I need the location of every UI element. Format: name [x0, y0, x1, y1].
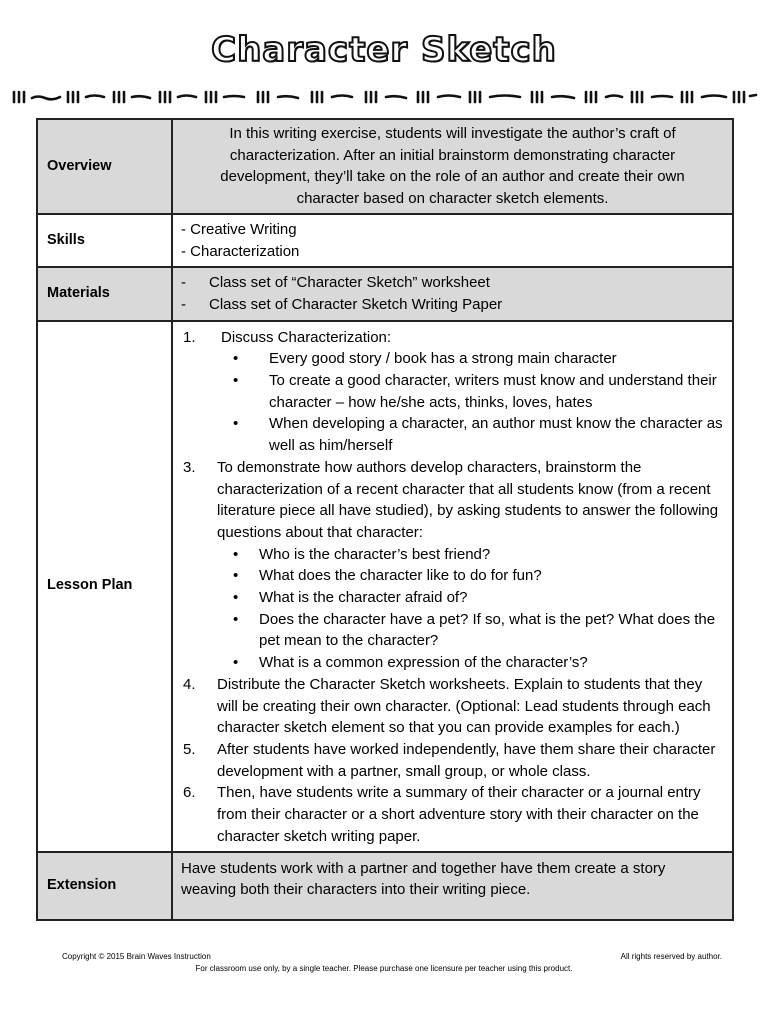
lesson-plan-label: Lesson Plan: [37, 321, 172, 852]
list-item: • Does the character have a pet? If so, what is the pet? What does the pet mean to the character?: [233, 609, 724, 652]
step-5: [181, 739, 724, 782]
step-number: 4.: [183, 675, 196, 693]
step-number: 1.: [183, 328, 196, 346]
list-dash: -: [181, 295, 186, 313]
lesson-plan-table: [36, 118, 734, 921]
list-item: • Who is the character’s best friend?: [233, 544, 724, 566]
overview-text: In this writing exercise, students will investigate the author’s craft of characterization. After an initial brainstorm demonstrating character development, they’ll take on the role of an author and create their own character based on character sketch elements.: [172, 119, 733, 214]
bullet-text: To create a good character, writers must know and understand their character – how he/she acts, thinks, loves, hates: [269, 372, 717, 411]
skills-row: [37, 214, 733, 267]
footer-copyright: Copyright © 2015 Brain Waves Instruction: [62, 952, 211, 961]
page-title: Character Sketch: [211, 30, 557, 70]
footer-usage: For classroom use only, by a single teacher. Please purchase one licensure per teacher using this product.: [195, 964, 573, 973]
list-dash: -: [181, 274, 186, 292]
list-item: • When developing a character, an author must know the character as well as him/herself: [233, 413, 724, 456]
overview-label: Overview: [37, 119, 172, 214]
step-6: [181, 782, 724, 847]
list-item: • Every good story / book has a strong main character: [233, 348, 724, 370]
step-text: To demonstrate how authors develop characters, brainstorm the characterization of a recent character that all students know (from a recent literature piece all have studied), by asking students to answer the following questions about that character:: [217, 458, 719, 541]
materials-row: [37, 267, 733, 320]
step-text: After students have worked independently, have them share their character development with a partner, small group, or whole class.: [217, 740, 716, 780]
list-item: • What does the character like to do for fun?: [233, 565, 724, 587]
overview-row: [37, 119, 733, 214]
materials-item: [181, 294, 724, 316]
bullet-text: What does the character like to do for fun?: [259, 567, 542, 585]
step-number: 5.: [183, 740, 196, 758]
materials-list: [172, 267, 733, 320]
bullet-text: What is a common expression of the character’s?: [259, 654, 588, 672]
list-item: • What is a common expression of the character’s?: [233, 652, 724, 674]
materials-label: Materials: [37, 267, 172, 320]
step-1: [181, 327, 724, 349]
step-number: 6.: [183, 784, 196, 802]
step-text: Then, have students write a summary of their character or a journal entry from their character or a short adventure story with their character on the character sketch writing paper.: [217, 784, 701, 845]
extension-row: [37, 852, 733, 920]
skills-item: - Creative Writing: [181, 220, 297, 238]
step-4: [181, 674, 724, 739]
bullet-text: Does the character have a pet? If so, what is the pet? What does the pet mean to the character?: [259, 610, 716, 650]
bullet-text: Every good story / book has a strong main character: [269, 350, 617, 368]
bullet-text: When developing a character, an author must know the character as well as him/herself: [269, 415, 723, 455]
lesson-plan-steps: [172, 321, 733, 852]
decorative-border: [8, 84, 760, 108]
skills-item: - Characterization: [181, 242, 300, 260]
step-text: Discuss Characterization:: [221, 328, 392, 346]
extension-label: Extension: [37, 852, 172, 920]
materials-item-text: Class set of “Character Sketch” worksheet: [209, 274, 490, 292]
extension-text: Have students work with a partner and together have them create a story weaving both their characters into their writing piece.: [172, 852, 733, 920]
footer-rights: All rights reserved by author.: [620, 952, 722, 961]
lesson-plan-row: [37, 321, 733, 852]
materials-item-text: Class set of Character Sketch Writing Paper: [209, 295, 503, 313]
bullet-text: What is the character afraid of?: [259, 589, 468, 607]
bullet-text: Who is the character’s best friend?: [259, 545, 491, 563]
step-number: 3.: [183, 458, 196, 476]
materials-item: [181, 272, 724, 294]
list-item: • To create a good character, writers must know and understand their character – how he/she acts, thinks, loves, hates: [233, 370, 724, 413]
skills-label: Skills: [37, 214, 172, 267]
step-3: [181, 457, 724, 544]
skills-list: [172, 214, 733, 267]
step-text: Distribute the Character Sketch worksheets. Explain to students that they will be creating their own character. (Optional: Lead students through each character sketch element so that you can provide examples for each.): [217, 675, 711, 737]
list-item: • What is the character afraid of?: [233, 587, 724, 609]
